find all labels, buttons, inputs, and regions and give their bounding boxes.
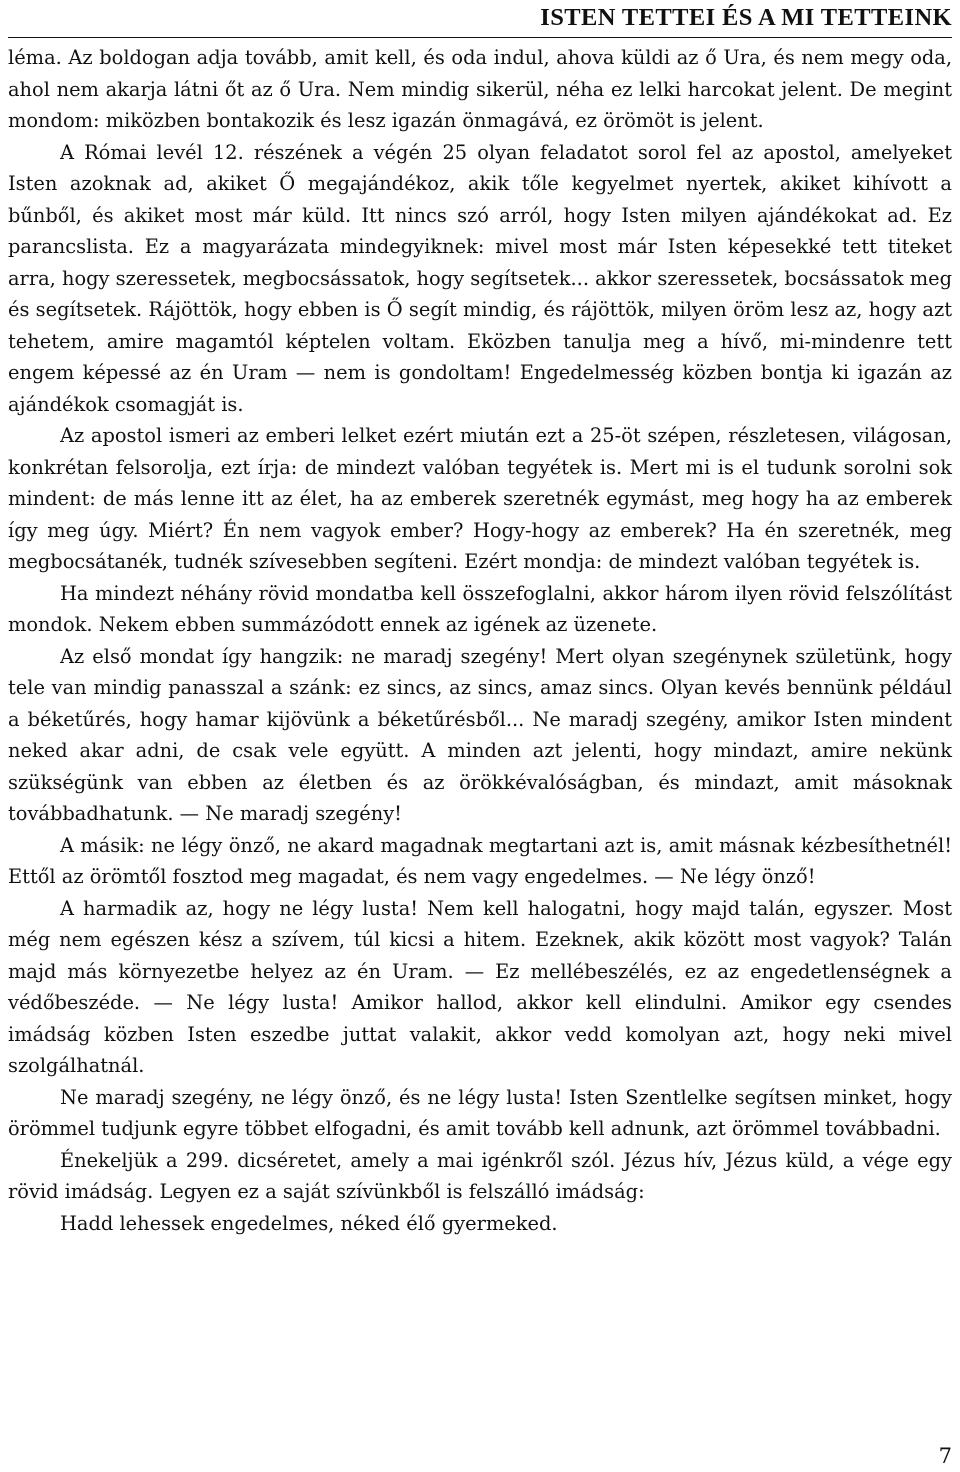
paragraph-10: Hadd lehessek engedelmes, néked élő gyermeked. [60,1211,558,1235]
paragraph-1: léma. Az boldogan adja tovább, amit kell, és oda indul, ahova küldi az ő Ura, és nem megy oda, ahol nem akarja látni őt az ő Ura. Nem mindig sikerül, néha ez lelki harcokat jelent. De megint mondom: miközben bontakozik és lesz igazán önmagává, ez örömöt is jelent. [8,46,952,132]
header-rule [8,37,952,38]
page-number: 7 [938,1444,952,1468]
paragraph-6: A másik: ne légy önző, ne akard magadnak megtartani azt is, amit másnak kézbesíthetnél! Ettől az örömtől fosztod meg magadat, és nem vagy engedelmes. — Ne légy önző! [8,833,952,888]
paragraph-7: A harmadik az, hogy ne légy lusta! Nem kell halogatni, hogy majd talán, egyszer. Most még nem egészen kész a szívem, túl kicsi a hitem. Ezeknek, akik között most vagyok? Talán majd más környezetbe helyez az én Uram. — Ez mellébeszélés, ez az engedetlenségnek a védőbeszéde. — Ne légy lusta! Amikor hallod, akkor kell elindulni. Amikor egy csendes imádság közben Isten eszedbe juttat valakit, akkor vedd komolyan azt, hogy neki mivel szolgálhatnál. [8,896,952,1077]
paragraph-9: Énekeljük a 299. dicséretet, amely a mai igénkről szól. Jézus hív, Jézus küld, a vége egy rövid imádság. Legyen ez a saját szívünkből is felszálló imádság: [8,1148,952,1203]
paragraph-8: Ne maradj szegény, ne légy önző, és ne légy lusta! Isten Szentlelke segítsen minket, hogy örömmel tudjunk egyre többet elfogadni, és amit tovább kell adnunk, azt örömmel továbbadni. [8,1085,952,1140]
paragraph-4: Ha mindezt néhány rövid mondatba kell összefoglalni, akkor három ilyen rövid felszólítást mondok. Nekem ebben summázódott ennek az igének az üzenete. [8,581,952,636]
running-head-title: ISTEN TETTEI ÉS A MI TETTEINK [540,4,952,31]
paragraph-3: Az apostol ismeri az emberi lelket ezért miután ezt a 25-öt szépen, részletesen, világosan, konkrétan felsorolja, ezt írja: de mindezt valóban tegyétek is. Mert mi is el tudunk sorolni sok mindent: de más lenne itt az élet, ha az emberek szeretnék egymást, meg hogy ha az emberek így meg úgy. Miért? Én nem vagyok ember? Hogy-hogy az emberek? Ha én szeretnék, meg megbocsátanék, tudnék szívesebben segíteni. Ezért mondja: de mindezt valóban tegyétek is. [8,424,952,573]
paragraph-5: Az első mondat így hangzik: ne maradj szegény! Mert olyan szegénynek születünk, hogy tele van mindig panasszal a szánk: ez sincs, az sincs, amaz sincs. Olyan kevés bennünk például a béketűrés, hogy hamar kijövünk a béketűrésből... Ne maradj szegény, amikor Isten mindent neked akar adni, de csak vele együtt. A minden azt jelenti, hogy mindazt, amire nekünk szükségünk van ebben az életben és az örökkévalóságban, és mindazt, amit másoknak továbbadhatunk. — Ne maradj szegény! [8,644,952,825]
paragraph-2: A Római levél 12. részének a végén 25 olyan feladatot sorol fel az apostol, amelyeket Isten azoknak ad, akiket Ő megajándékoz, akik tőle kegyelmet nyertek, akiket kihívott a bűnből, és akiket most már küld. Itt nincs szó arról, hogy Isten milyen ajándékokat ad. Ez parancslista. Ez a magyarázata mindegyiknek: mivel most már Isten képesekké tett titeket arra, hogy szeressetek, megbocsássatok, hogy segítsetek... akkor szeressetek, bocsássatok meg és segítsetek. Rájöttök, hogy ebben is Ő segít mindig, és rájöttök, milyen öröm lesz az, hogy azt tehetem, amire magamtól képtelen voltam. Eközben tanulja meg a hívő, mi-mindenre tett engem képessé az én Uram — nem is gondoltam! Engedelmesség közben bontja ki igazán az ajándékok csomagját is. [8,140,953,416]
body-text [8,42,952,1239]
